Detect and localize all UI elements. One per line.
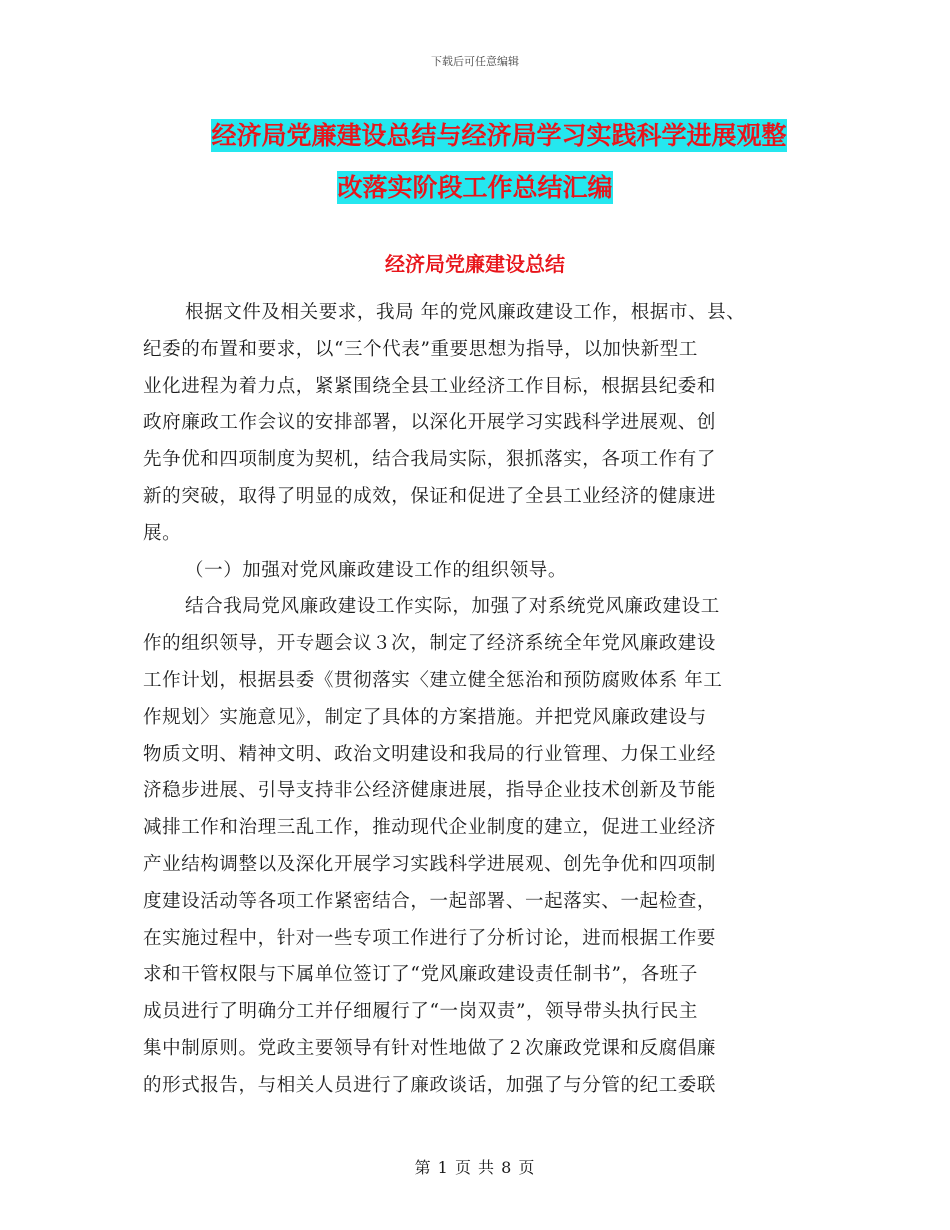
body-line: 业化进程为着力点，紧紧围绕全县工业经济工作目标，根据县纪委和 xyxy=(143,375,717,397)
body-line: 济稳步进展、引导支持非公经济健康进展，指导企业技术创新及节能 xyxy=(143,780,717,802)
section-title: 经济局党廉建设总结 xyxy=(385,252,565,276)
body-text xyxy=(143,295,811,1105)
page-footer: 第 1 页 共 8 页 xyxy=(414,1158,536,1177)
body-line: 政府廉政工作会议的安排部署，以深化开展学习实践科学进展观、创 xyxy=(143,412,717,434)
body-line: 展。 xyxy=(143,522,182,544)
body-line: 在实施过程中，针对一些专项工作进行了分析讨论，进而根据工作要 xyxy=(143,927,717,949)
body-line: 纪委的布置和要求，以“三个代表”重要思想为指导，以加快新型工 xyxy=(143,338,698,360)
body-line: 结合我局党风廉政建设工作实际，加强了对系统党风廉政建设工 xyxy=(185,596,720,618)
body-line: 工作计划，根据县委《贯彻落实〈建立健全惩治和预防腐败体系 年工 xyxy=(143,669,723,691)
title-line-1: 经济局党廉建设总结与经济局学习实践科学进展观整 xyxy=(211,121,787,150)
body-line: 求和干管权限与下属单位签订了“党风廉政建设责任制书”，各班子 xyxy=(143,964,698,986)
body-line: 物质文明、精神文明、政治文明建设和我局的行业管理、力保工业经 xyxy=(143,743,717,765)
body-line: 度建设活动等各项工作紧密结合，一起部署、一起落实、一起检查， xyxy=(143,890,717,912)
document-title xyxy=(0,110,950,214)
body-line: 作的组织领导，开专题会议３次，制定了经济系统全年党风廉政建设 xyxy=(143,633,717,655)
body-line: （一）加强对党风廉政建设工作的组织领导。 xyxy=(185,559,568,581)
header-note: 下载后可任意编辑 xyxy=(431,55,519,68)
body-line: 新的突破，取得了明显的成效，保证和促进了全县工业经济的健康进 xyxy=(143,485,717,507)
body-line: 集中制原则。党政主要领导有针对性地做了２次廉政党课和反腐倡廉 xyxy=(143,1037,717,1059)
body-line: 的形式报告，与相关人员进行了廉政谈话，加强了与分管的纪工委联 xyxy=(143,1074,717,1096)
body-line: 先争优和四项制度为契机，结合我局实际，狠抓落实，各项工作有了 xyxy=(143,449,717,471)
body-line: 减排工作和治理三乱工作，推动现代企业制度的建立，促进工业经济 xyxy=(143,817,717,839)
title-line-2: 改落实阶段工作总结汇编 xyxy=(337,173,613,202)
body-line: 产业结构调整以及深化开展学习实践科学进展观、创先争优和四项制 xyxy=(143,853,717,875)
body-line: 作规划〉实施意见》，制定了具体的方案措施。并把党风廉政建设与 xyxy=(143,706,707,728)
body-line: 成员进行了明确分工并仔细履行了“一岗双责”，领导带头执行民主 xyxy=(143,1001,698,1023)
body-line: 根据文件及相关要求，我局 年的党风廉政建设工作，根据市、县、 xyxy=(185,302,746,323)
